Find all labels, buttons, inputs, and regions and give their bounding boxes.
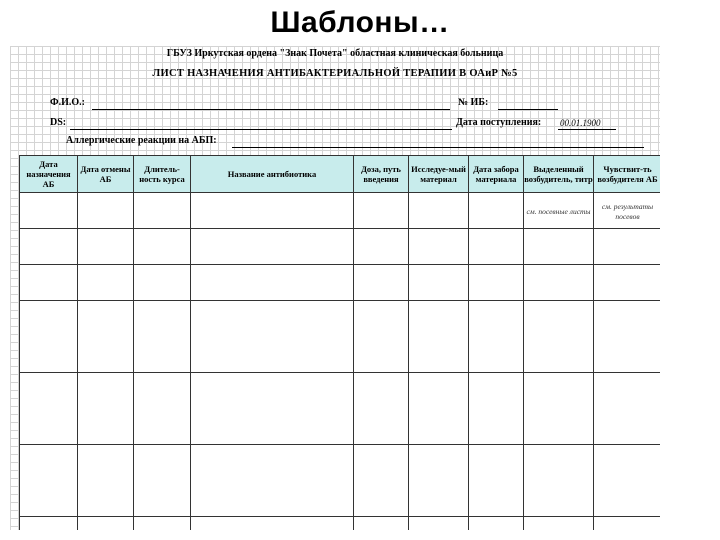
- table-cell[interactable]: [191, 517, 354, 531]
- table-cell[interactable]: [409, 517, 469, 531]
- table-cell[interactable]: [524, 265, 594, 301]
- table-cell[interactable]: [524, 517, 594, 531]
- allergy-field[interactable]: [232, 147, 644, 148]
- col-start-date: Дата назначения АБ: [20, 156, 78, 193]
- table-cell[interactable]: [20, 229, 78, 265]
- table-row: [20, 373, 661, 445]
- table-cell[interactable]: [20, 373, 78, 445]
- table-cell[interactable]: [594, 517, 661, 531]
- table-cell[interactable]: [134, 445, 191, 517]
- col-antibiotic-name: Название антибиотика: [191, 156, 354, 193]
- table-cell[interactable]: [524, 229, 594, 265]
- document-title: ЛИСТ НАЗНАЧЕНИЯ АНТИБАКТЕРИАЛЬНОЙ ТЕРАПИИ В ОАиР №5: [152, 68, 518, 79]
- col-end-date: Дата отмены АБ: [78, 156, 134, 193]
- table-cell[interactable]: [20, 301, 78, 373]
- table-cell[interactable]: [354, 265, 409, 301]
- table-cell[interactable]: [354, 301, 409, 373]
- slide-title: Шаблоны…: [270, 6, 450, 39]
- table-cell[interactable]: [78, 265, 134, 301]
- table-cell[interactable]: [354, 373, 409, 445]
- admission-date-field: [558, 129, 616, 130]
- table-row: [20, 229, 661, 265]
- table-cell[interactable]: [594, 445, 661, 517]
- col-dose-route: Доза, путь введения: [354, 156, 409, 193]
- table-cell[interactable]: [134, 517, 191, 531]
- table-row: [20, 517, 661, 531]
- table-row: [20, 301, 661, 373]
- table-cell[interactable]: [524, 445, 594, 517]
- table-cell[interactable]: [594, 193, 661, 229]
- table-cell[interactable]: [409, 373, 469, 445]
- ds-label: DS:: [50, 117, 67, 128]
- table-row: [20, 193, 661, 229]
- table-cell[interactable]: [78, 301, 134, 373]
- table-cell[interactable]: [354, 517, 409, 531]
- table-cell[interactable]: [191, 265, 354, 301]
- fio-label: Ф.И.О.:: [50, 97, 85, 108]
- table-cell[interactable]: [20, 265, 78, 301]
- allergy-label: Аллергические реакции на АБП:: [66, 135, 217, 146]
- table-cell[interactable]: [20, 517, 78, 531]
- col-sensitivity: Чувствит-ть возбудителя АБ: [594, 156, 661, 193]
- col-pathogen: Выделенный возбудитель, титр: [524, 156, 594, 193]
- table-cell[interactable]: [469, 229, 524, 265]
- table-cell[interactable]: [191, 373, 354, 445]
- table-cell[interactable]: [524, 301, 594, 373]
- table-cell[interactable]: [191, 301, 354, 373]
- table-cell[interactable]: [409, 229, 469, 265]
- table-cell[interactable]: [191, 445, 354, 517]
- table-cell[interactable]: [78, 373, 134, 445]
- table-cell[interactable]: [469, 265, 524, 301]
- table-cell[interactable]: [20, 445, 78, 517]
- cultures-note: см. посевные листы: [526, 206, 591, 216]
- spreadsheet-form: [10, 46, 660, 530]
- col-sampling-date: Дата забора материала: [469, 156, 524, 193]
- admission-label: Дата поступления:: [456, 117, 542, 128]
- table-cell[interactable]: [469, 301, 524, 373]
- table-cell[interactable]: [134, 229, 191, 265]
- table-cell[interactable]: [78, 517, 134, 531]
- table-cell[interactable]: [409, 193, 469, 229]
- table-cell[interactable]: [594, 265, 661, 301]
- table-cell[interactable]: [524, 373, 594, 445]
- admission-date-value[interactable]: 00.01.1900: [560, 118, 601, 128]
- table-cell[interactable]: [409, 301, 469, 373]
- table-cell[interactable]: [78, 193, 134, 229]
- table-cell[interactable]: [469, 445, 524, 517]
- table-cell[interactable]: [78, 229, 134, 265]
- table-cell[interactable]: [191, 193, 354, 229]
- table-cell[interactable]: [469, 193, 524, 229]
- table-header-row: [20, 156, 661, 193]
- col-duration: Длитель-ность курса: [134, 156, 191, 193]
- table-row: [20, 265, 661, 301]
- table-row: [20, 445, 661, 517]
- table-cell[interactable]: [594, 373, 661, 445]
- table-cell[interactable]: [469, 517, 524, 531]
- table-cell[interactable]: [191, 229, 354, 265]
- table-cell[interactable]: [134, 373, 191, 445]
- results-note: см. результаты посевов: [601, 201, 654, 221]
- ib-label: № ИБ:: [458, 97, 489, 108]
- fio-field[interactable]: [92, 109, 450, 110]
- table-cell[interactable]: [20, 193, 78, 229]
- table-cell[interactable]: [409, 445, 469, 517]
- table-cell[interactable]: [594, 301, 661, 373]
- table-cell[interactable]: [354, 193, 409, 229]
- table-cell[interactable]: [594, 229, 661, 265]
- table-cell[interactable]: [354, 229, 409, 265]
- table-cell[interactable]: [409, 265, 469, 301]
- ds-field[interactable]: [70, 129, 452, 130]
- table-cell[interactable]: [469, 373, 524, 445]
- antibiotic-table: [19, 155, 660, 530]
- table-cell[interactable]: [134, 193, 191, 229]
- table-cell[interactable]: [524, 193, 594, 229]
- table-cell[interactable]: [78, 445, 134, 517]
- hospital-name: ГБУЗ Иркутская ордена "Знак Почета" областная клиническая больница: [166, 48, 504, 59]
- table-cell[interactable]: [134, 301, 191, 373]
- ib-field[interactable]: [498, 109, 558, 110]
- col-material: Исследуе-мый материал: [409, 156, 469, 193]
- table-cell[interactable]: [134, 265, 191, 301]
- table-cell[interactable]: [354, 445, 409, 517]
